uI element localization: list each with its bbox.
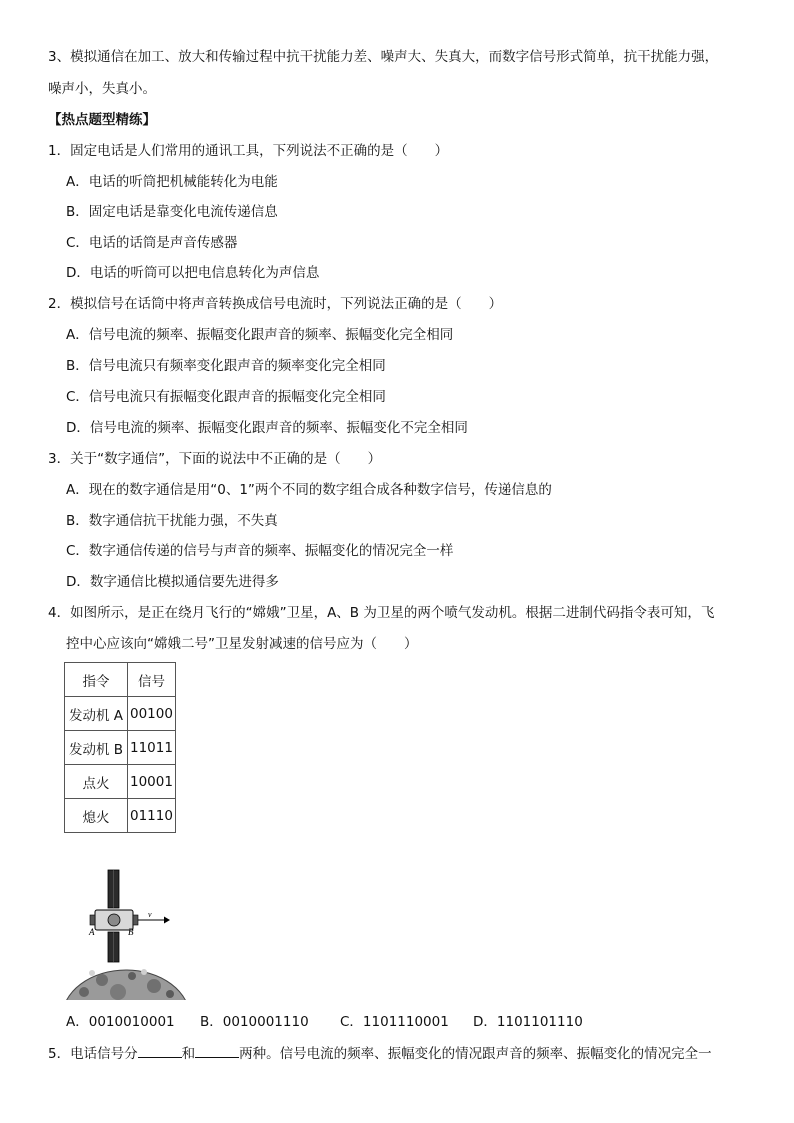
question-1-option-b: B．固定电话是靠变化电流传递信息 <box>66 204 278 220</box>
table-row <box>65 799 176 833</box>
question-5-text-3: 两种。信号电流的频率、振幅变化的情况跟声音的频率、振幅变化的情况完全一 <box>239 1046 712 1062</box>
velocity-label: v <box>148 910 152 919</box>
question-1-stem: 1．固定电话是人们常用的通讯工具，下列说法不正确的是（ ） <box>48 143 449 159</box>
satellite-moon-figure <box>62 868 190 1000</box>
question-3-stem: 3．关于“数字通信”，下面的说法中不正确的是（ ） <box>48 451 382 467</box>
question-5-stem <box>48 1043 712 1064</box>
question-4-option-d: D．1101101110 <box>473 1014 583 1030</box>
table-cell: 01110 <box>128 799 176 833</box>
table-row <box>65 765 176 799</box>
answer-blank-2[interactable] <box>195 1043 239 1058</box>
question-3-option-b: B．数字通信抗干扰能力强，不失真 <box>66 513 278 529</box>
moon-illustration <box>62 969 190 1000</box>
table-cell: 发动机 A <box>65 697 128 731</box>
intro-line-1: 3、模拟通信在加工、放大和传输过程中抗干扰能力差、噪声大、失真大，而数字信号形式简单，抗干扰能力强， <box>48 49 719 65</box>
engine-b-label: B <box>128 927 134 937</box>
question-4-options <box>66 1012 666 1032</box>
answer-blank-1[interactable] <box>138 1043 182 1058</box>
table-row <box>65 697 176 731</box>
engine-a <box>90 915 95 925</box>
engine-b <box>133 915 138 925</box>
table-cell: 发动机 B <box>65 731 128 765</box>
table-cell: 11011 <box>128 731 176 765</box>
question-1-option-d: D．电话的听筒可以把电信息转化为声信息 <box>66 265 320 281</box>
question-4-option-b: B．0010001110 <box>200 1014 309 1030</box>
question-1-option-a: A．电话的听筒把机械能转化为电能 <box>66 174 278 190</box>
question-2-stem: 2．模拟信号在话筒中将声音转换成信号电流时，下列说法正确的是（ ） <box>48 296 503 312</box>
table-row <box>65 731 176 765</box>
question-3-option-a: A．现在的数字通信是用“0、1”两个不同的数字组合成各种数字信号，传递信息的 <box>66 482 552 498</box>
table-header-cell: 信号 <box>128 663 176 697</box>
section-title: 【热点题型精练】 <box>48 112 156 128</box>
command-code-table <box>64 662 176 833</box>
engine-a-label: A <box>89 927 95 937</box>
question-5-text-2: 和 <box>181 1046 196 1062</box>
question-2-option-d: D．信号电流的频率、振幅变化跟声音的频率、振幅变化不完全相同 <box>66 420 468 436</box>
question-2-option-a: A．信号电流的频率、振幅变化跟声音的频率、振幅变化完全相同 <box>66 327 454 343</box>
question-2-option-c: C．信号电流只有振幅变化跟声音的振幅变化完全相同 <box>66 389 386 405</box>
question-4-stem-line-1: 4．如图所示，是正在绕月飞行的“嫦娥”卫星，A、B 为卫星的两个喷气发动机。根据二进制代码指令表可知，飞 <box>48 605 715 621</box>
table-cell: 10001 <box>128 765 176 799</box>
question-3-option-c: C．数字通信传递的信号与声音的频率、振幅变化的情况完全一样 <box>66 543 454 559</box>
question-5-text-1: 5．电话信号分 <box>48 1046 138 1062</box>
question-4-option-a: A．0010010001 <box>66 1014 175 1030</box>
intro-line-2: 噪声小，失真小。 <box>48 81 156 97</box>
table-header-row <box>65 663 176 697</box>
table-cell: 00100 <box>128 697 176 731</box>
question-4-option-c: C．1101110001 <box>340 1014 449 1030</box>
question-4-stem-line-2: 控中心应该向“嫦娥二号”卫星发射减速的信号应为（ ） <box>66 636 418 652</box>
question-3-option-d: D．数字通信比模拟通信要先进得多 <box>66 574 279 590</box>
arrow-head-icon <box>164 917 170 924</box>
table-header-cell: 指令 <box>65 663 128 697</box>
question-2-option-b: B．信号电流只有频率变化跟声音的频率变化完全相同 <box>66 358 386 374</box>
table-cell: 熄火 <box>65 799 128 833</box>
question-1-option-c: C．电话的话筒是声音传感器 <box>66 235 238 251</box>
table-cell: 点火 <box>65 765 128 799</box>
